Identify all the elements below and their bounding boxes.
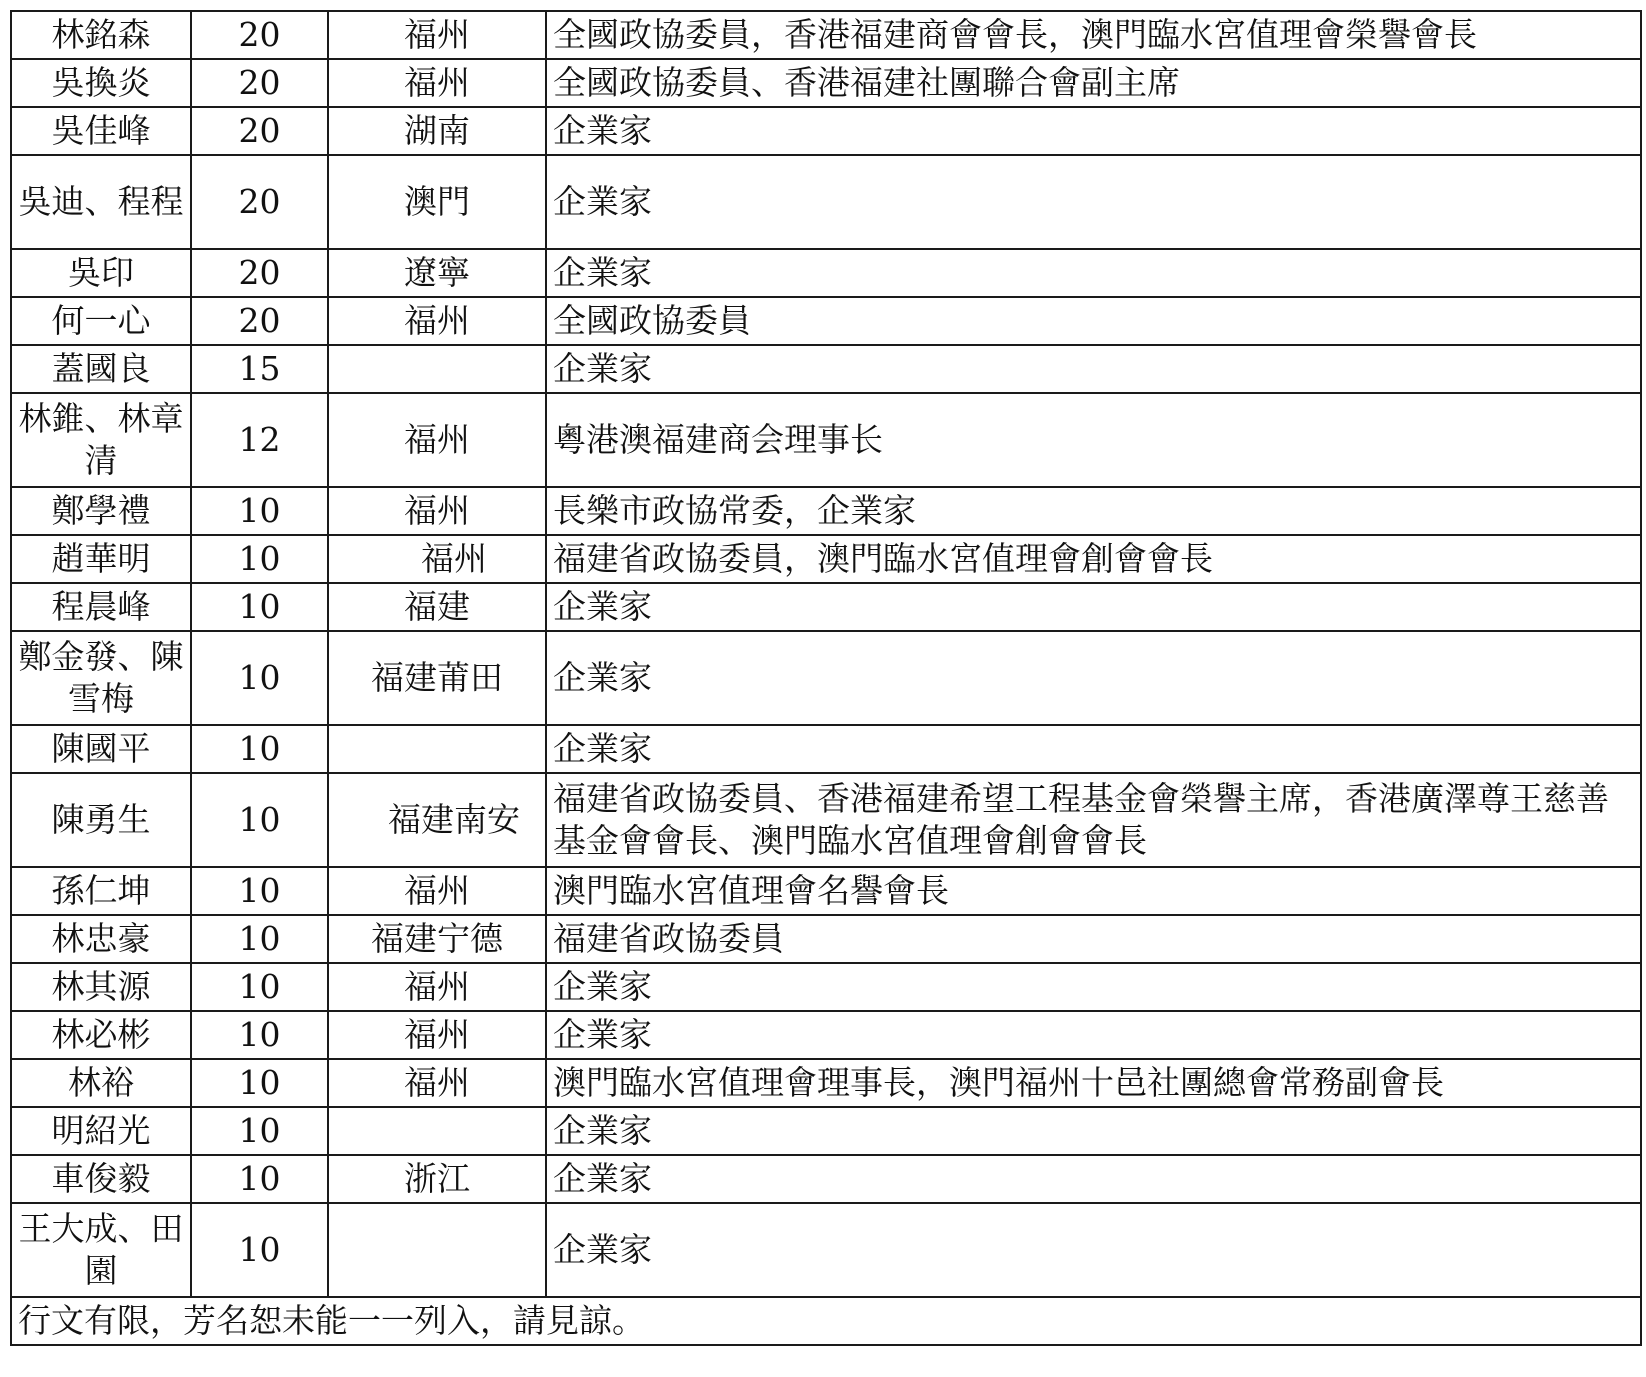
table-row [11, 1059, 1641, 1107]
table-row [11, 155, 1641, 249]
donor-title: 澳門臨水宮值理會名譽會長 [546, 867, 1641, 915]
donor-title: 企業家 [546, 583, 1641, 631]
donor-origin: 浙江 [328, 1155, 546, 1203]
donor-origin: 福州 [328, 11, 546, 59]
donor-title: 企業家 [546, 249, 1641, 297]
donor-name: 林錐、林章清 [11, 393, 191, 487]
table-row [11, 487, 1641, 535]
donor-name: 林必彬 [11, 1011, 191, 1059]
donor-origin: 福州 [328, 963, 546, 1011]
table-row [11, 963, 1641, 1011]
donor-title: 企業家 [546, 155, 1641, 249]
donor-origin: 福州 [328, 487, 546, 535]
donor-origin: 福州 [328, 297, 546, 345]
donor-name: 王大成、田園 [11, 1203, 191, 1297]
donation-amount: 10 [191, 915, 328, 963]
donor-table [10, 10, 1642, 1346]
donor-title: 福建省政協委員、香港福建希望工程基金會榮譽主席，香港廣澤尊王慈善基金會會長、澳門臨水宮值理會創會會長 [546, 773, 1641, 867]
donor-name: 吳佳峰 [11, 107, 191, 155]
donor-title: 企業家 [546, 963, 1641, 1011]
donor-name: 鄭金發、陳雪梅 [11, 631, 191, 725]
footer-note: 行文有限，芳名恕未能一一列入，請見諒。 [11, 1297, 1641, 1345]
table-row [11, 393, 1641, 487]
donation-amount: 10 [191, 1059, 328, 1107]
table-row [11, 1155, 1641, 1203]
table-row [11, 1203, 1641, 1297]
donation-amount: 20 [191, 155, 328, 249]
donor-origin: 遼寧 [328, 249, 546, 297]
table-row [11, 345, 1641, 393]
donor-title: 澳門臨水宮值理會理事長，澳門福州十邑社團總會常務副會長 [546, 1059, 1641, 1107]
donation-amount: 20 [191, 249, 328, 297]
donor-title: 全國政協委員、香港福建社團聯合會副主席 [546, 59, 1641, 107]
donor-name: 陳國平 [11, 725, 191, 773]
donation-amount: 10 [191, 1107, 328, 1155]
table-row [11, 915, 1641, 963]
table-row [11, 725, 1641, 773]
donor-name: 林裕 [11, 1059, 191, 1107]
donor-name: 陳勇生 [11, 773, 191, 867]
donor-origin: 福州 [328, 1059, 546, 1107]
donation-amount: 12 [191, 393, 328, 487]
donor-origin: 澳門 [328, 155, 546, 249]
table-row [11, 297, 1641, 345]
donation-amount: 10 [191, 487, 328, 535]
table-row [11, 11, 1641, 59]
donor-origin [328, 345, 546, 393]
donor-origin: 福州 [328, 59, 546, 107]
donor-name: 程晨峰 [11, 583, 191, 631]
donor-origin: 福建 [328, 583, 546, 631]
donation-amount: 10 [191, 1155, 328, 1203]
table-row [11, 773, 1641, 867]
donor-name: 車俊毅 [11, 1155, 191, 1203]
donor-origin: 福州 [328, 867, 546, 915]
donor-origin: 湖南 [328, 107, 546, 155]
donor-name: 吳迪、程程 [11, 155, 191, 249]
donor-title: 企業家 [546, 107, 1641, 155]
donation-amount: 10 [191, 535, 328, 583]
footer-row [11, 1297, 1641, 1345]
donation-amount: 20 [191, 11, 328, 59]
donor-origin: 福州 [328, 393, 546, 487]
donor-title: 長樂市政協常委，企業家 [546, 487, 1641, 535]
donation-amount: 10 [191, 631, 328, 725]
donor-table-body [11, 11, 1641, 1345]
donor-name: 何一心 [11, 297, 191, 345]
donor-origin: 福州 [328, 535, 546, 583]
donation-amount: 10 [191, 867, 328, 915]
donation-amount: 10 [191, 583, 328, 631]
donation-amount: 10 [191, 773, 328, 867]
donor-title: 企業家 [546, 1011, 1641, 1059]
donor-name: 孫仁坤 [11, 867, 191, 915]
donation-amount: 10 [191, 963, 328, 1011]
donation-amount: 10 [191, 725, 328, 773]
donor-origin: 福州 [328, 1011, 546, 1059]
donor-title: 企業家 [546, 631, 1641, 725]
table-row [11, 59, 1641, 107]
donation-amount: 15 [191, 345, 328, 393]
donor-title: 企業家 [546, 1107, 1641, 1155]
table-row [11, 583, 1641, 631]
table-row [11, 249, 1641, 297]
donor-origin [328, 725, 546, 773]
donor-title: 福建省政協委員，澳門臨水宮值理會創會會長 [546, 535, 1641, 583]
donation-amount: 10 [191, 1203, 328, 1297]
table-row [11, 535, 1641, 583]
donor-name: 林忠豪 [11, 915, 191, 963]
donor-title: 全國政協委員，香港福建商會會長，澳門臨水宮值理會榮譽會長 [546, 11, 1641, 59]
donor-title: 全國政協委員 [546, 297, 1641, 345]
donor-name: 明紹光 [11, 1107, 191, 1155]
table-row [11, 1107, 1641, 1155]
donor-title: 企業家 [546, 1155, 1641, 1203]
donor-name: 趙華明 [11, 535, 191, 583]
donor-name: 吳換炎 [11, 59, 191, 107]
donation-amount: 20 [191, 297, 328, 345]
donor-name: 鄭學禮 [11, 487, 191, 535]
donor-title: 企業家 [546, 725, 1641, 773]
donor-title: 福建省政協委員 [546, 915, 1641, 963]
donation-amount: 10 [191, 1011, 328, 1059]
donor-title: 企業家 [546, 1203, 1641, 1297]
donor-name: 蓋國良 [11, 345, 191, 393]
donation-amount: 20 [191, 107, 328, 155]
donor-name: 林銘森 [11, 11, 191, 59]
donor-origin: 福建南安 [328, 773, 546, 867]
donor-origin: 福建宁德 [328, 915, 546, 963]
donor-origin [328, 1107, 546, 1155]
donor-title: 粵港澳福建商会理事长 [546, 393, 1641, 487]
table-row [11, 631, 1641, 725]
donor-origin: 福建莆田 [328, 631, 546, 725]
table-row [11, 107, 1641, 155]
donor-origin [328, 1203, 546, 1297]
donor-name: 吳印 [11, 249, 191, 297]
table-row [11, 867, 1641, 915]
donation-amount: 20 [191, 59, 328, 107]
donor-name: 林其源 [11, 963, 191, 1011]
donor-title: 企業家 [546, 345, 1641, 393]
table-row [11, 1011, 1641, 1059]
